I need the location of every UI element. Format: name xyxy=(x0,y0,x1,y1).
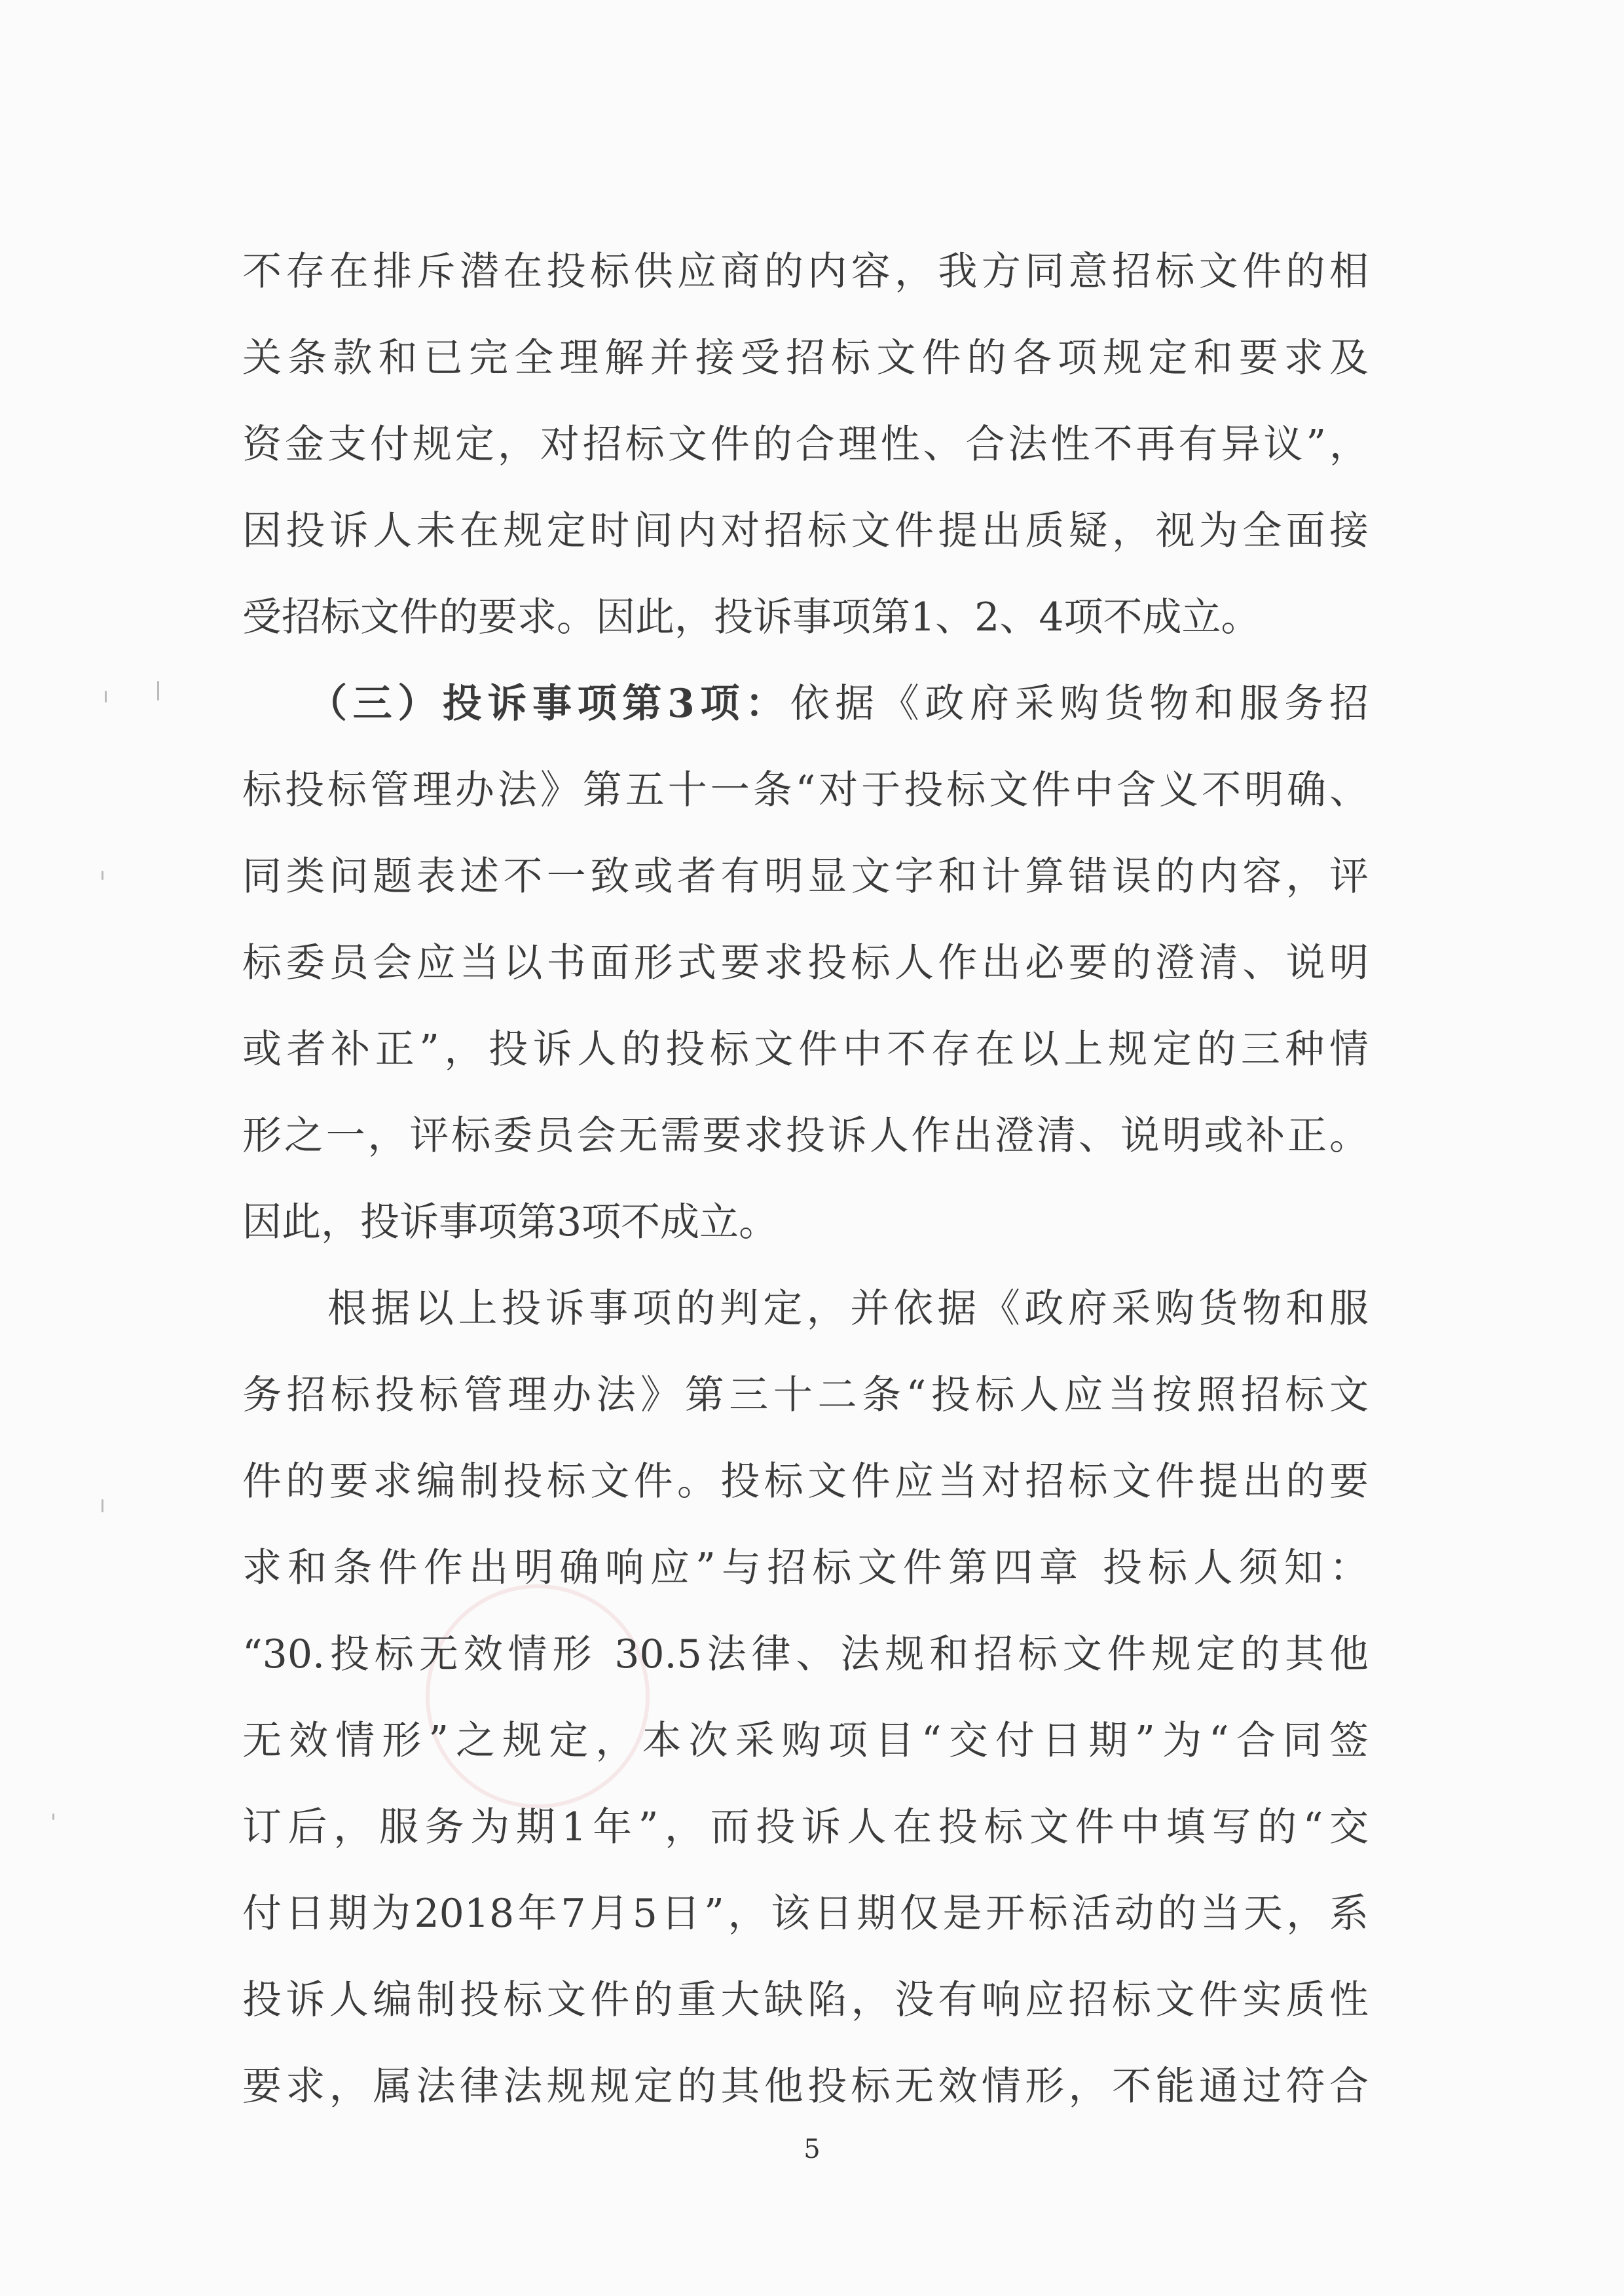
text-line: 因此，投诉事项第3项不成立。 xyxy=(242,1199,779,1245)
text-line: 付日期为2018年7月5日”，该日期仅是开标活动的当天，系 xyxy=(242,1891,1369,1937)
scan-speck xyxy=(52,1813,54,1820)
text-line: 根据以上投诉事项的判定，并依据《政府采购货物和服 xyxy=(327,1286,1369,1332)
text-line: 或者补正”，投诉人的投标文件中不存在以上规定的三种情 xyxy=(242,1027,1369,1072)
text-line: 标投标管理办法》第五十一条“对于投标文件中含义不明确、 xyxy=(242,767,1369,813)
section-3-first-line-text: 依据《政府采购货物和服务招 xyxy=(790,681,1369,727)
text-line: 受招标文件的要求。因此，投诉事项第1、2、4项不成立。 xyxy=(242,594,1261,640)
text-line: 资金支付规定，对招标文件的合理性、合法性不再有异议”， xyxy=(242,422,1369,467)
scan-speck xyxy=(157,681,159,701)
text-line: 无效情形”之规定，本次采购项目“交付日期”为“合同签 xyxy=(242,1718,1369,1764)
text-line: 标委员会应当以书面形式要求投标人作出必要的澄清、说明 xyxy=(242,940,1369,986)
text-line: 订后，服务为期1年”，而投诉人在投标文件中填写的“交 xyxy=(242,1804,1369,1850)
text-line: 形之一，评标委员会无需要求投诉人作出澄清、说明或补正。 xyxy=(242,1113,1369,1159)
page-number: 5 xyxy=(803,2134,821,2164)
text-line: 不存在排斥潜在投标供应商的内容，我方同意招标文件的相 xyxy=(242,249,1369,295)
text-line: “30.投标无效情形 30.5法律、法规和招标文件规定的其他 xyxy=(242,1631,1369,1677)
text-line: 件的要求编制投标文件。投标文件应当对招标文件提出的要 xyxy=(242,1459,1369,1504)
section-3-heading: （三）投诉事项第3项： xyxy=(308,681,790,727)
text-line: 务招标投标管理办法》第三十二条“投标人应当按照招标文 xyxy=(242,1372,1369,1418)
section-3-first-line xyxy=(308,668,1369,740)
scan-speck xyxy=(105,691,107,702)
text-line: 投诉人编制投标文件的重大缺陷，没有响应招标文件实质性 xyxy=(242,1977,1369,2023)
text-line: 求和条件作出明确响应”与招标文件第四章 投标人须知： xyxy=(242,1545,1369,1591)
scan-speck xyxy=(101,1499,103,1512)
scan-speck xyxy=(101,871,103,880)
text-line: 要求，属法律法规规定的其他投标无效情形，不能通过符合 xyxy=(242,2064,1369,2109)
text-line: 因投诉人未在规定时间内对招标文件提出质疑，视为全面接 xyxy=(242,508,1369,554)
text-line: 关条款和已完全理解并接受招标文件的各项规定和要求及 xyxy=(242,335,1369,381)
text-line: 同类问题表述不一致或者有明显文字和计算错误的内容，评 xyxy=(242,854,1369,900)
